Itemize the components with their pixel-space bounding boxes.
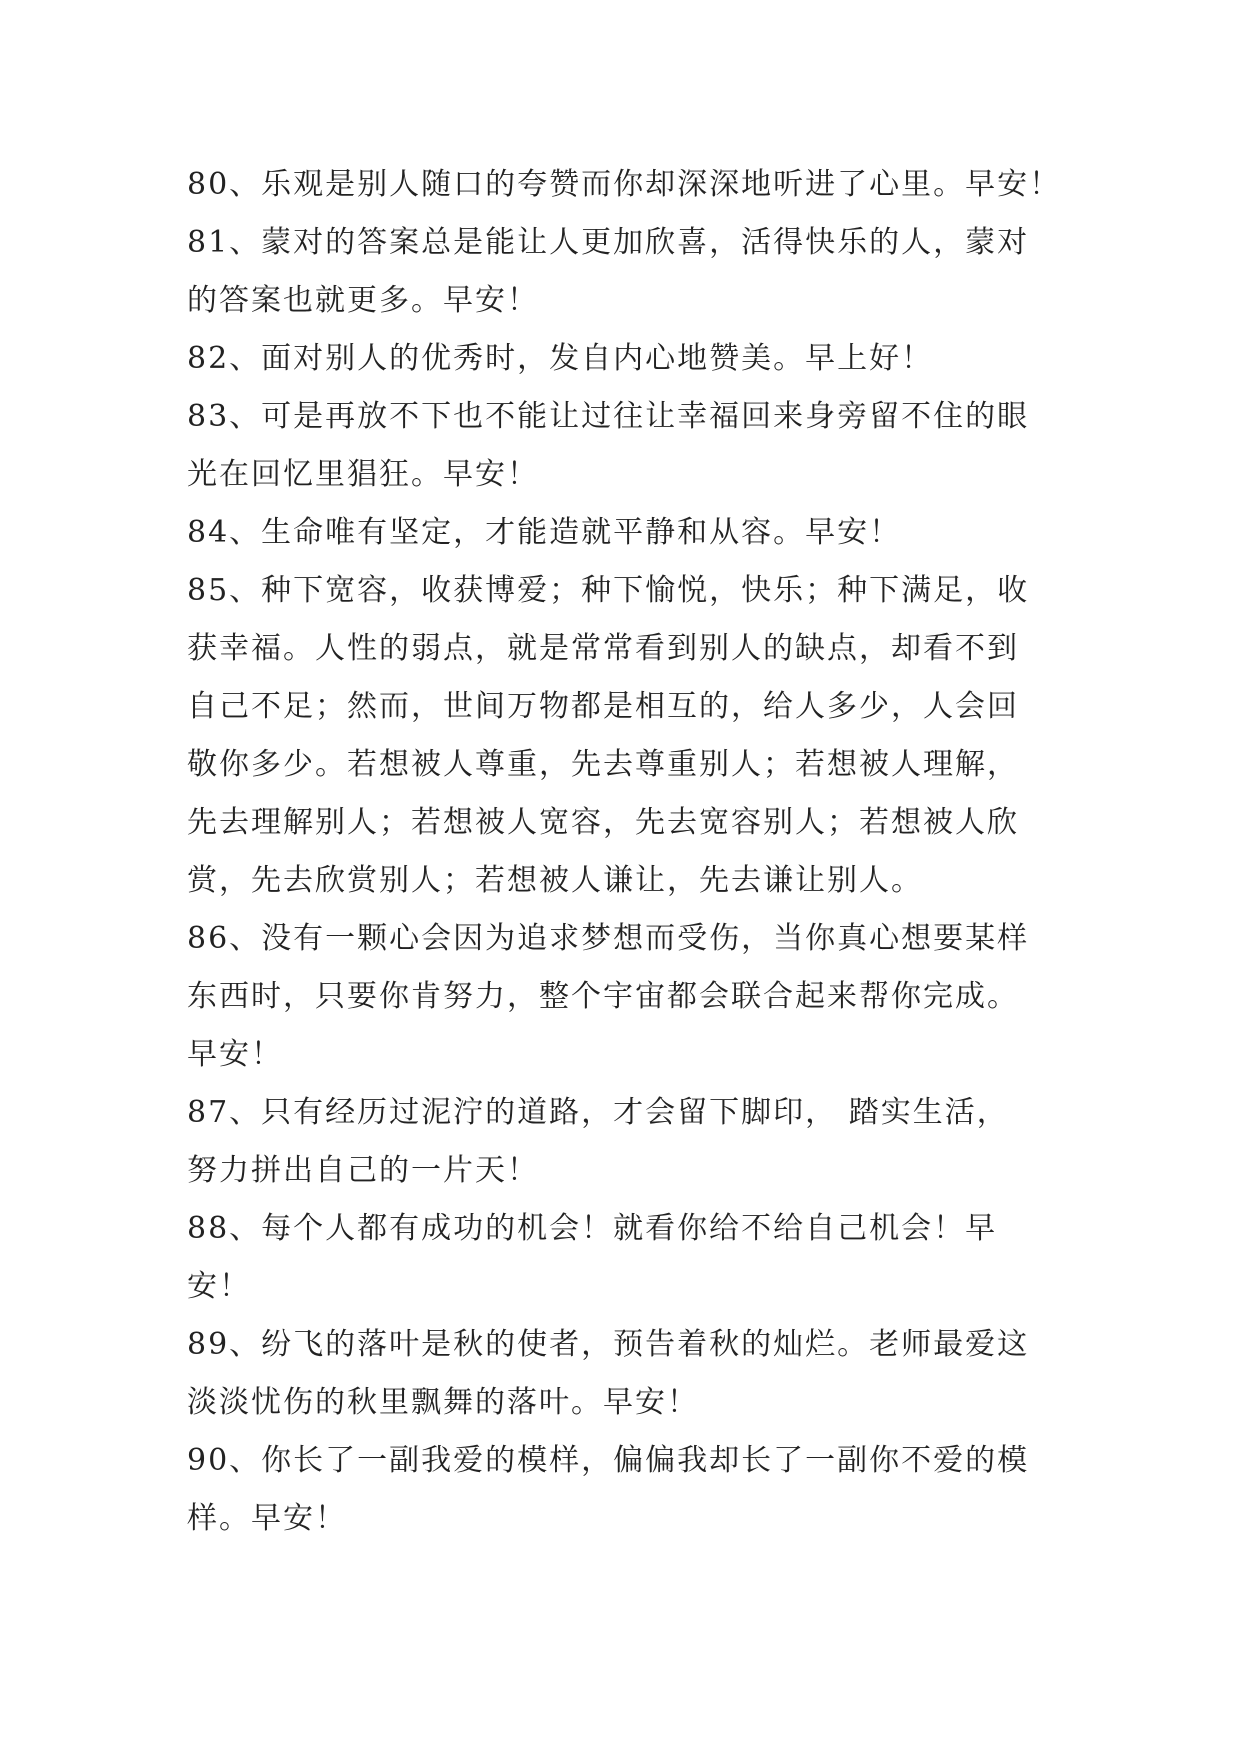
text-line: 86、没有一颗心会因为追求梦想而受伤，当你真心想要某样 (187, 921, 1030, 956)
text-line: 赏，先去欣赏别人；若想被人谦让，先去谦让别人。 (187, 863, 923, 898)
text-line: 89、纷飞的落叶是秋的使者，预告着秋的灿烂。老师最爱这 (187, 1327, 1030, 1362)
text-line: 努力拼出自己的一片天！ (187, 1153, 539, 1188)
text-line: 光在回忆里猖狂。早安！ (187, 457, 539, 492)
quote-entry-86 (187, 910, 1067, 1084)
text-line: 87、只有经历过泥泞的道路，才会留下脚印， 踏实生活， (187, 1095, 1009, 1130)
text-line: 先去理解别人；若想被人宽容，先去宽容别人；若想被人欣 (187, 805, 1019, 840)
quote-entry-90 (187, 1432, 1067, 1548)
quote-entry-89 (187, 1316, 1067, 1432)
text-line: 82、面对别人的优秀时，发自内心地赞美。早上好！ (187, 341, 934, 376)
text-line: 88、每个人都有成功的机会！就看你给不给自己机会！早 (187, 1211, 998, 1246)
quote-entry-81 (187, 214, 1067, 330)
quote-entry-85 (187, 562, 1067, 910)
text-line: 80、乐观是别人随口的夸赞而你却深深地听进了心里。早安！ (187, 167, 1062, 202)
quote-entry-82 (187, 330, 1067, 388)
text-line: 的答案也就更多。早安！ (187, 283, 539, 318)
text-line: 安！ (187, 1269, 251, 1304)
text-line: 敬你多少。若想被人尊重，先去尊重别人；若想被人理解， (187, 747, 1019, 782)
text-line: 85、种下宽容，收获博爱；种下愉悦，快乐；种下满足，收 (187, 573, 1030, 608)
text-line: 早安！ (187, 1037, 283, 1072)
quote-entry-87 (187, 1084, 1067, 1200)
text-line: 84、生命唯有坚定，才能造就平静和从容。早安！ (187, 515, 902, 550)
text-line: 83、可是再放不下也不能让过往让幸福回来身旁留不住的眼 (187, 399, 1030, 434)
text-line: 样。早安！ (187, 1501, 347, 1536)
quote-entry-88 (187, 1200, 1067, 1316)
text-line: 淡淡忧伤的秋里飘舞的落叶。早安！ (187, 1385, 699, 1420)
text-line: 自己不足；然而，世间万物都是相互的，给人多少，人会回 (187, 689, 1019, 724)
text-line: 东西时，只要你肯努力，整个宇宙都会联合起来帮你完成。 (187, 979, 1019, 1014)
quote-entry-84 (187, 504, 1067, 562)
text-line: 81、蒙对的答案总是能让人更加欣喜，活得快乐的人，蒙对 (187, 225, 1030, 260)
text-line: 90、你长了一副我爱的模样，偏偏我却长了一副你不爱的模 (187, 1443, 1030, 1478)
text-line: 获幸福。人性的弱点，就是常常看到别人的缺点，却看不到 (187, 631, 1019, 666)
document-body (187, 156, 1067, 1548)
quote-entry-80 (187, 156, 1067, 214)
quote-entry-83 (187, 388, 1067, 504)
